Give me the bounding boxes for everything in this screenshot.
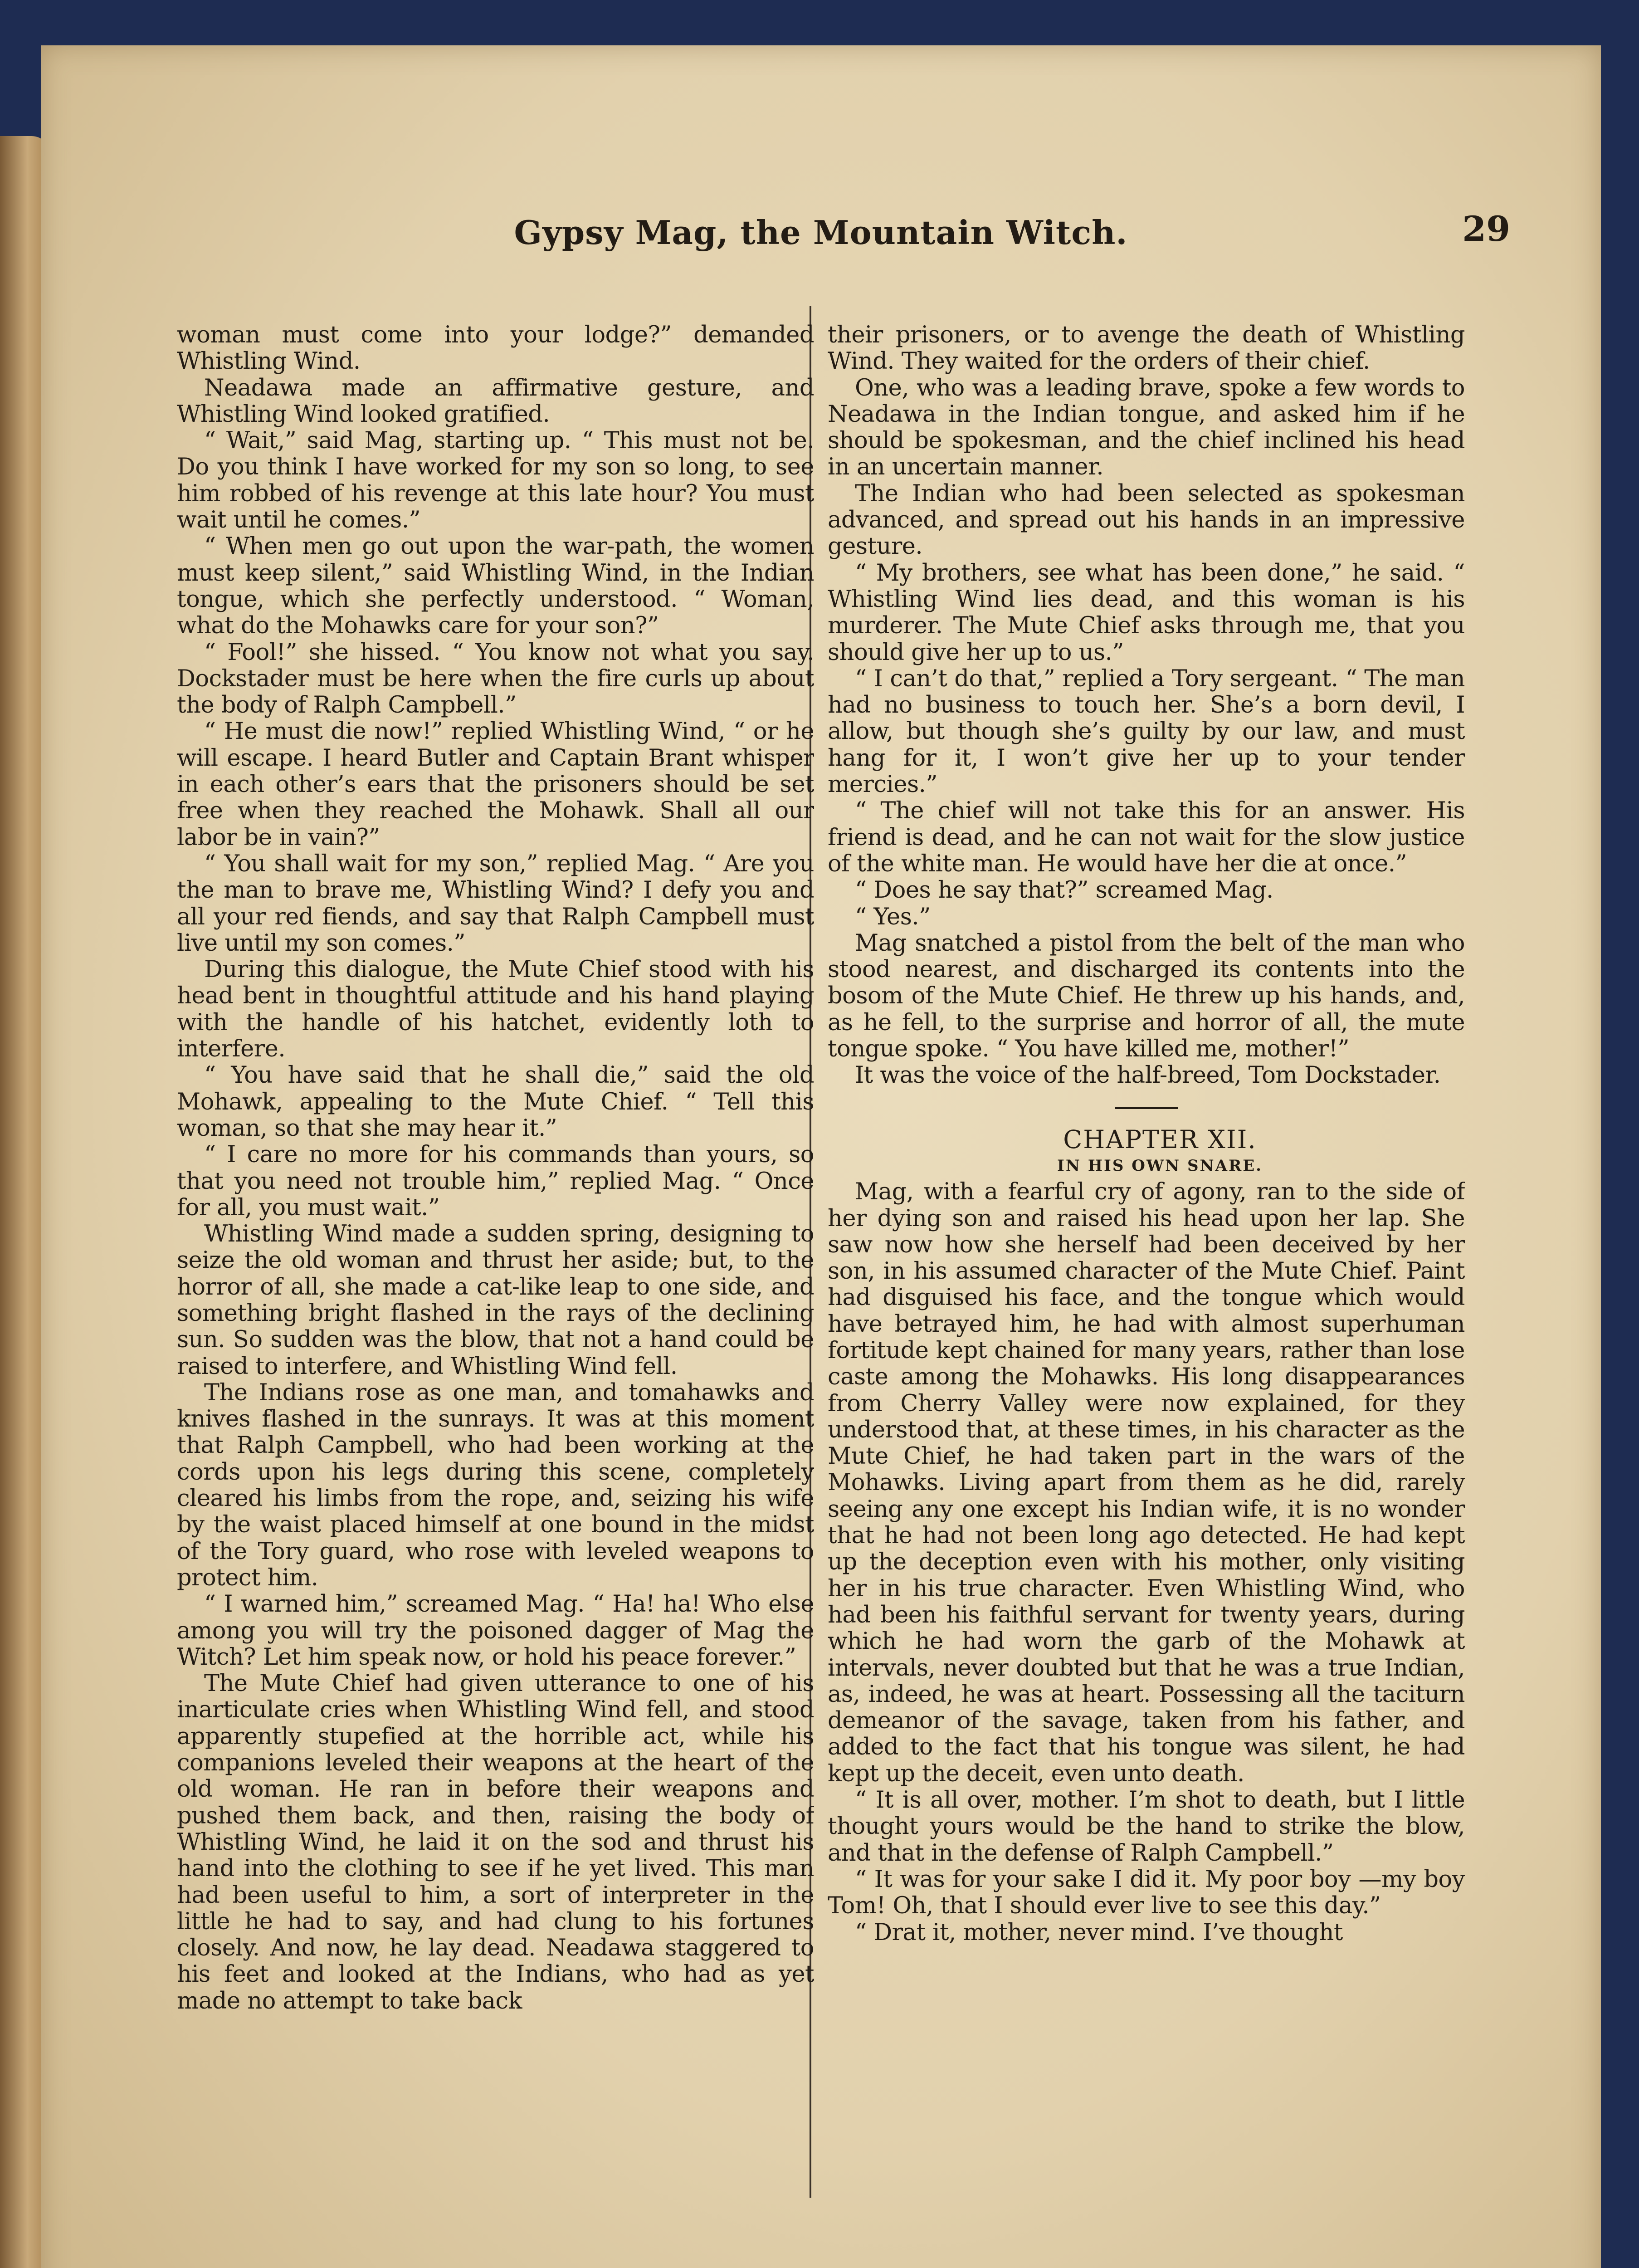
paragraph: “ Wait,” said Mag, starting up. “ This must not be. Do you think I have worked for my son so long, to see him robbed of his revenge at this late hour? You must wait until he comes.” [177, 427, 814, 534]
paragraph: The Mute Chief had given utterance to one of his inarticulate cries when Whistling Wind fell, and stood apparently stupefied at the horrible act, while his companions leveled their weapons at the heart of the old woman. He ran in before their weapons and pushed them back, and then, raising the body of Whistling Wind, he laid it on the sod and thrust his hand into the clothing to see if he yet lived. This man had been useful to him, a sort of interpreter in the little he had to say, and had clung to his fortunes closely. And now, he lay dead. Neadawa staggered to his feet and looked at the Indians, who had as yet made no attempt to take back [177, 1670, 814, 2014]
paragraph: One, who was a leading brave, spoke a few words to Neadawa in the Indian tongue, and asked him if he should be spokesman, and the chief inclined his head in an uncertain manner. [828, 374, 1465, 481]
paragraph: Mag snatched a pistol from the belt of the man who stood nearest, and discharged its contents into the bosom of the Mute Chief. He threw up his hands, and, as he fell, to the surprise and horror of all, the mute tongue spoke. “ You have killed me, mother!” [828, 929, 1465, 1063]
paragraph: “ Does he say that?” screamed Mag. [855, 877, 1273, 904]
right-column [828, 322, 1465, 2204]
chapter-heading: CHAPTER XII. [1063, 1124, 1257, 1154]
paragraph: Mag, with a fearful cry of agony, ran to the side of her dying son and raised his head upon her lap. She saw now how she herself had been deceived by her son, in his assumed character of the Mute Chief. Paint had disguised his face, and the tongue which would have betrayed him, he had with almost superhuman fortitude kept chained for many years, rather than lose caste among the Mohawks. His long disappearances from Cherry Valley were now explained, for they understood that, at these times, in his character as the Mute Chief, he had taken part in the wars of the Mohawks. Living apart from them as he did, rarely seeing any one except his Indian wife, it is no wonder that he had not been long ago detected. He had kept up the deception even with his mother, only visiting her in his true character. Even Whistling Wind, who had been his faithful servant for twenty years, during which he had worn the garb of the Mohawk at intervals, never doubted but that he was a true Indian, as, indeed, he was at heart. Possessing all the taciturn demeanor of the savage, taken from his father, and added to the fact that his tongue was silent, he had kept up the deceit, even unto death. [828, 1178, 1465, 1787]
paragraph: “ I can’t do that,” replied a Tory sergeant. “ The man had no business to touch her. She’s a born devil, I allow, but though she’s guilty by our law, and must hang for it, I won’t give her up to your tender mercies.” [828, 665, 1465, 798]
paragraph: It was the voice of the half-breed, Tom Dockstader. [855, 1062, 1441, 1089]
paragraph: “ He must die now!” replied Whistling Wind, “ or he will escape. I heard Butler and Captain Brant whisper in each other’s ears that the prisoners should be set free when they reached the Mohawk. Shall all our labor be in vain?” [177, 718, 814, 851]
paragraph: their prisoners, or to avenge the death of Whistling Wind. They waited for the orders of their chief. [828, 322, 1465, 375]
paragraph: “ It is all over, mother. I’m shot to death, but I little thought yours would be the hand to strike the blow, and that in the defense of Ralph Campbell.” [828, 1787, 1465, 1867]
paragraph: “ The chief will not take this for an answer. His friend is dead, and he can not wait for the slow justice of the white man. He would have her die at once.” [828, 797, 1465, 877]
book-page [41, 45, 1601, 2268]
paragraph: “ Drat it, mother, never mind. I’ve thought [855, 1919, 1343, 1946]
left-column [177, 322, 814, 2204]
paragraph: During this dialogue, the Mute Chief stood with his head bent in thoughtful attitude and his hand playing with the handle of his hatchet, evidently loth to interfere. [177, 956, 814, 1063]
page-number: 29 [1462, 209, 1510, 249]
paragraph: woman must come into your lodge?” demanded Whistling Wind. [177, 322, 814, 375]
running-title: Gypsy Mag, the Mountain Witch. [514, 213, 1128, 252]
page-header [41, 200, 1601, 277]
paragraph: The Indians rose as one man, and tomahawks and knives flashed in the sunrays. It was at this moment that Ralph Campbell, who had been working at the cords upon his legs during this scene, completely cleared his limbs from the rope, and, seizing his wife by the waist placed himself at one bound in the midst of the Tory guard, who rose with leveled weapons to protect him. [177, 1379, 814, 1591]
paragraph: “ I warned him,” screamed Mag. “ Ha! ha! Who else among you will try the poisoned dagger of Mag the Witch? Let him speak now, or hold his peace forever.” [177, 1591, 814, 1671]
paragraph: “ Yes.” [855, 903, 931, 930]
paragraph: “ When men go out upon the war-path, the women must keep silent,” said Whistling Wind, in the Indian tongue, which she perfectly understood. “ Woman, what do the Mohawks care for your son?” [177, 533, 814, 640]
paragraph: “ You shall wait for my son,” replied Mag. “ Are you the man to brave me, Whistling Wind? I defy you and all your red fiends, and say that Ralph Campbell must live until my son comes.” [177, 850, 814, 957]
paragraph: “ You have said that he shall die,” said the old Mohawk, appealing to the Mute Chief. “ Tell this woman, so that she may hear it.” [177, 1062, 814, 1142]
paragraph: Neadawa made an affirmative gesture, and Whistling Wind looked gratified. [177, 374, 814, 428]
chapter-subheading: IN HIS OWN SNARE. [1057, 1156, 1263, 1175]
section-rule [1115, 1107, 1178, 1109]
paragraph: “ Fool!” she hissed. “ You know not what you say. Dockstader must be here when the fire curls up about the body of Ralph Campbell.” [177, 639, 814, 719]
paragraph: Whistling Wind made a sudden spring, designing to seize the old woman and thrust her aside; but, to the horror of all, she made a cat-like leap to one side, and something bright flashed in the rays of the declining sun. So sudden was the blow, that not a hand could be raised to interfere, and Whistling Wind fell. [177, 1221, 814, 1380]
paragraph: “ I care no more for his commands than yours, so that you need not trouble him,” replied Mag. “ Once for all, you must wait.” [177, 1141, 814, 1221]
paragraph: “ It was for your sake I did it. My poor boy —my boy Tom! Oh, that I should ever live to see this day.” [828, 1866, 1465, 1920]
paragraph: “ My brothers, see what has been done,” he said. “ Whistling Wind lies dead, and this woman is his murderer. The Mute Chief asks through me, that you should give her up to us.” [828, 559, 1465, 666]
paragraph: The Indian who had been selected as spokesman advanced, and spread out his hands in an impressive gesture. [828, 480, 1465, 560]
